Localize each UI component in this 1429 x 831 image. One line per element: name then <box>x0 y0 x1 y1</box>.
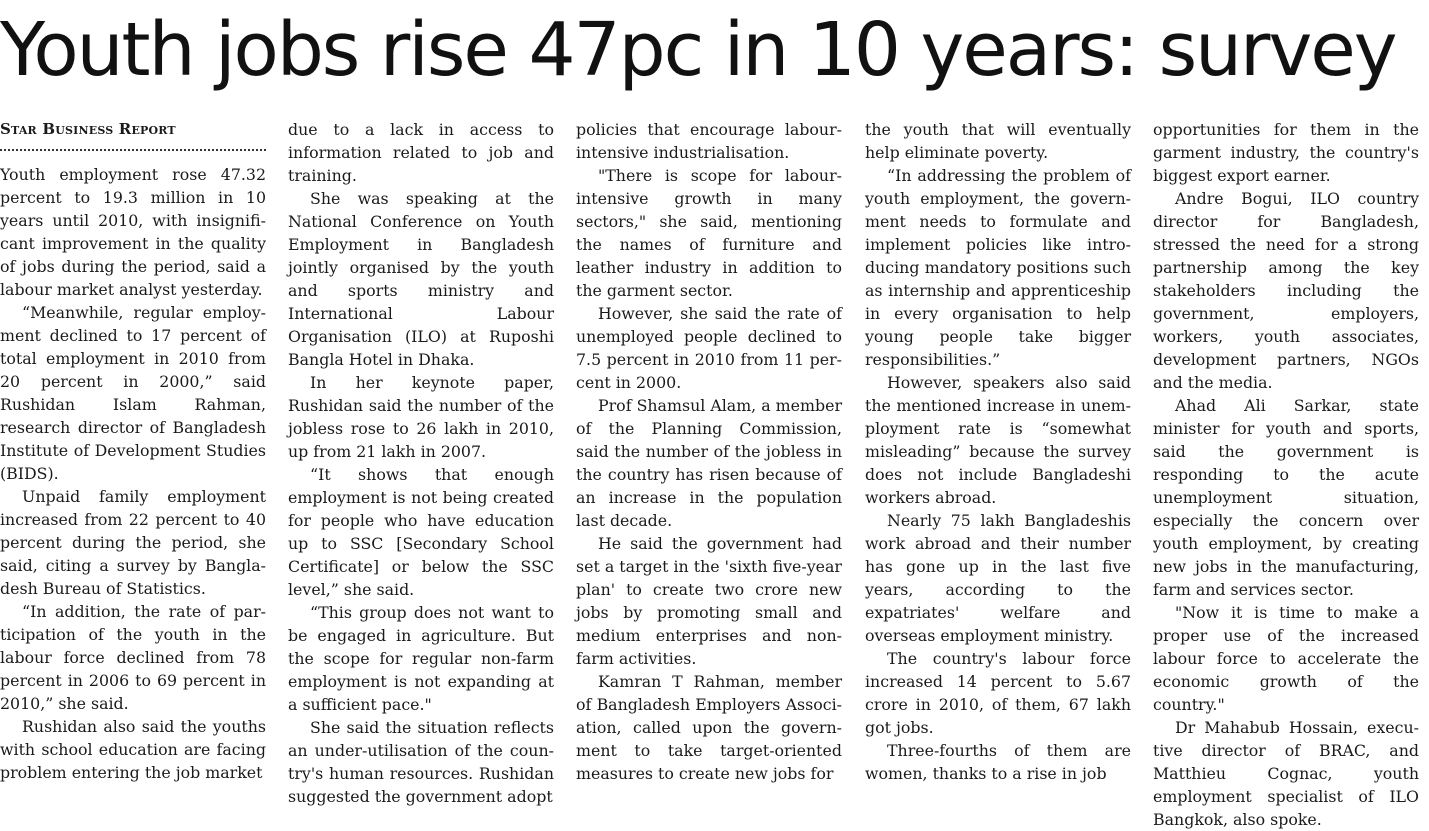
paragraph: “This group does not want to be engaged in agriculture. But the scope for regular non-farm employment is not expanding at a sufficient pace." <box>288 603 554 714</box>
paragraph: Youth employment rose 47.32 percent to 19.3 million in 10 years until 2010, with insignificant improvement in the quality of jobs during the period, said a labour market analyst yesterday. <box>0 165 266 299</box>
paragraph: “Meanwhile, regular employment declined to 17 percent of total employment in 2010 from 20 percent in 2000,” said Rushidan Islam Rahman, research director of Bangladesh Institute of Development Studies (BIDS). <box>0 303 266 483</box>
paragraph: He said the government had set a target in the 'sixth five-year plan' to create two crore new jobs by promoting small and medium enterprises and non-farm activities. <box>576 534 842 668</box>
paragraph: Rushidan also said the youths with school education are facing problem entering the job market <box>0 717 266 782</box>
paragraph: Unpaid family employment increased from 22 percent to 40 percent during the period, she said, citing a survey by Bangladesh Bureau of Statistics. <box>0 487 266 598</box>
paragraph: “It shows that enough employment is not being created for people who have education up to SSC [Secondary School Certificate] or below the SSC level,” she said. <box>288 465 554 599</box>
paragraph: In her keynote paper, Rushidan said the number of the jobless rose to 26 lakh in 2010, up from 21 lakh in 2007. <box>288 373 554 461</box>
paragraph: She said the situation reflects an under-utilisation of the country's human resources. Rushidan suggested the government adopt <box>288 718 554 806</box>
article-column-3 <box>576 118 842 783</box>
paragraph: Prof Shamsul Alam, a member of the Planning Commission, said the number of the jobless in the country has risen because of an increase in the population last decade. <box>576 396 842 530</box>
column-body <box>1153 118 1419 831</box>
paragraph: Kamran T Rahman, member of Bangladesh Employers Association, called upon the government to take target-oriented measures to create new jobs for <box>576 672 842 783</box>
byline: Star Business Report <box>0 120 176 138</box>
column-body <box>288 118 554 808</box>
paragraph: Andre Bogui, ILO country director for Bangladesh, stressed the need for a strong partnership among the key stakeholders including the government, employers, workers, youth associates, development partners, NGOs and the media. <box>1153 189 1419 392</box>
article-column-4 <box>865 118 1131 783</box>
paragraph: Ahad Ali Sarkar, state minister for youth and sports, said the government is responding to the acute unemployment situation, especially the concern over youth employment, by creating new jobs in the manufacturing, farm and services sector. <box>1153 396 1419 599</box>
paragraph: policies that encourage labour-intensive industrialisation. <box>576 120 842 162</box>
paragraph: “In addition, the rate of participation of the youth in the labour force declined from 78 percent in 2006 to 69 percent in 2010,” she said. <box>0 602 266 713</box>
paragraph: “In addressing the problem of youth employment, the government needs to formulate and implement policies like introducing mandatory positions such as internship and apprenticeship in every organisation to help young people take bigger responsibilities.” <box>865 166 1131 369</box>
column-body <box>576 118 842 785</box>
headline: Youth jobs rise 47pc in 10 years: survey <box>0 7 1396 93</box>
column-body <box>865 118 1131 785</box>
paragraph: opportunities for them in the garment industry, the country's biggest export earner. <box>1153 120 1419 185</box>
paragraph: Dr Mahabub Hossain, executive director of BRAC, and Matthieu Cognac, youth employment specialist of ILO Bangkok, also spoke. <box>1153 718 1419 829</box>
article-column-5 <box>1153 118 1419 829</box>
paragraph: "There is scope for labour-intensive growth in many sectors," she said, mentioning the names of furniture and leather industry in addition to the garment sector. <box>576 166 842 300</box>
paragraph: However, she said the rate of unemployed people declined to 7.5 percent in 2010 from 11 percent in 2000. <box>576 304 842 392</box>
paragraph: The country's labour force increased 14 percent to 5.67 crore in 2010, of them, 67 lakh got jobs. <box>865 649 1131 737</box>
paragraph: Three-fourths of them are women, thanks to a rise in job <box>865 741 1131 783</box>
paragraph: She was speaking at the National Conference on Youth Employment in Bangladesh jointly organised by the youth and sports ministry and International Labour Organisation (ILO) at Ruposhi Bangla Hotel in Dhaka. <box>288 189 554 369</box>
paragraph: due to a lack in access to information related to job and training. <box>288 120 554 185</box>
article-column-1 <box>0 118 266 782</box>
paragraph: However, speakers also said the mentioned increase in unemployment rate is “somewhat misleading” because the survey does not include Bangladeshi workers abroad. <box>865 373 1131 507</box>
paragraph: Nearly 75 lakh Bangladeshis work abroad and their number has gone up in the last five years, according to the expatriates' welfare and overseas employment ministry. <box>865 511 1131 645</box>
byline-divider <box>0 149 266 151</box>
article-column-2 <box>288 118 554 806</box>
column-body <box>0 163 266 784</box>
paragraph: the youth that will eventually help eliminate poverty. <box>865 120 1131 162</box>
paragraph: "Now it is time to make a proper use of the increased labour force to accelerate the economic growth of the country." <box>1153 603 1419 714</box>
